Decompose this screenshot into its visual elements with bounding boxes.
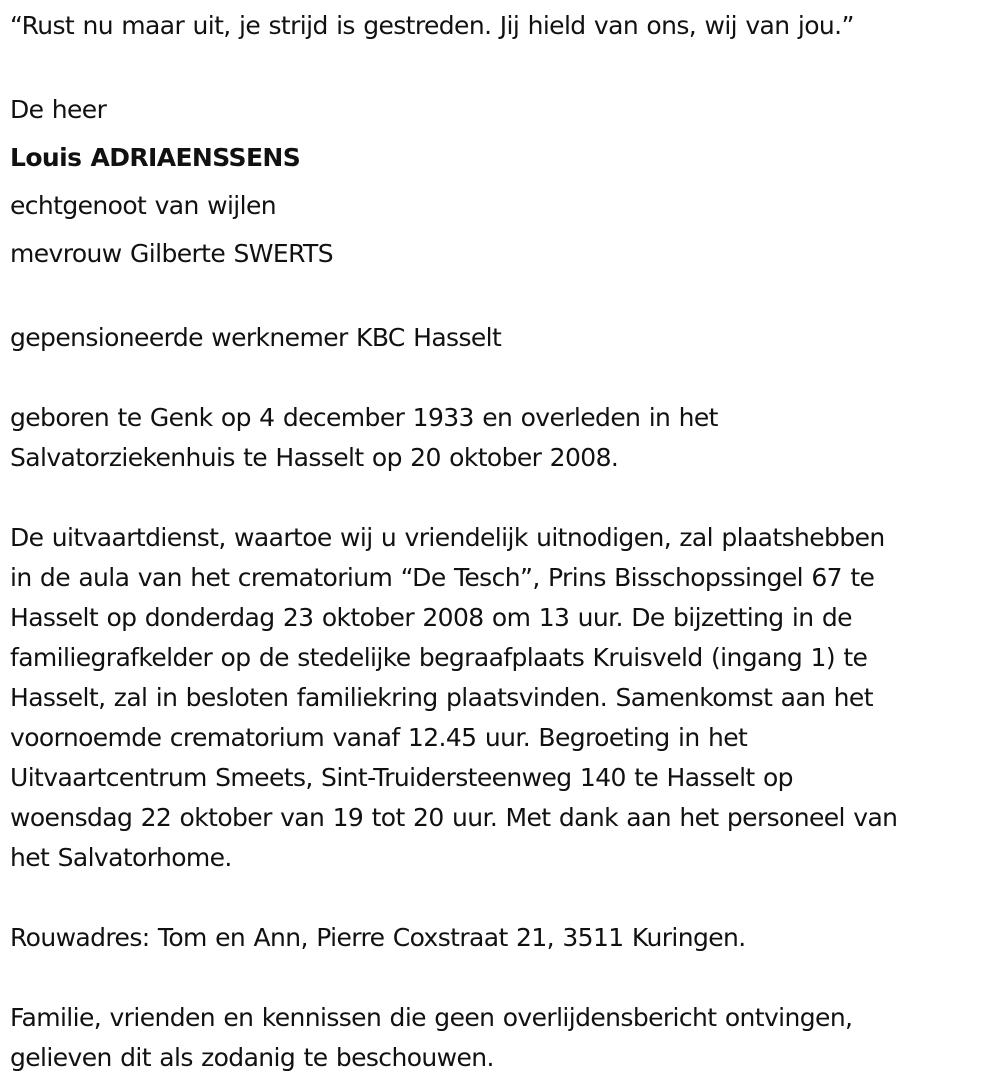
spouse-name: mevrouw Gilberte SWERTS — [10, 239, 333, 268]
service-line: woensdag 22 oktober van 19 tot 20 uur. Met dank aan het personeel van — [10, 803, 898, 832]
occupation-text: gepensioneerde werknemer KBC Hasselt — [10, 323, 502, 352]
memorial-quote: “Rust nu maar uit, je strijd is gestreden. Jij hield van ons, wij van jou.” — [10, 11, 854, 40]
relation-text: echtgenoot van wijlen — [10, 191, 277, 220]
service-line: De uitvaartdienst, waartoe wij u vriendelijk uitnodigen, zal plaatshebben — [10, 523, 885, 552]
service-line: Hasselt, zal in besloten familiekring plaatsvinden. Samenkomst aan het — [10, 683, 873, 712]
service-line: Hasselt op donderdag 23 oktober 2008 om 13 uur. De bijzetting in de — [10, 603, 852, 632]
mourning-address: Rouwadres: Tom en Ann, Pierre Coxstraat 21, 3511 Kuringen. — [10, 923, 746, 952]
service-line: in de aula van het crematorium “De Tesch”, Prins Bisschopssingel 67 te — [10, 563, 875, 592]
honorific: De heer — [10, 95, 107, 124]
birth-death-line: geboren te Genk op 4 december 1933 en overleden in het — [10, 403, 718, 432]
closing-line: gelieven dit als zodanig te beschouwen. — [10, 1043, 494, 1072]
service-paragraph — [10, 518, 995, 878]
closing-paragraph — [10, 998, 995, 1078]
birth-death-paragraph — [10, 398, 995, 478]
birth-death-line: Salvatorziekenhuis te Hasselt op 20 oktober 2008. — [10, 443, 619, 472]
obituary-document — [10, 0, 995, 1078]
closing-line: Familie, vrienden en kennissen die geen overlijdensbericht ontvingen, — [10, 1003, 853, 1032]
service-line: familiegrafkelder op de stedelijke begraafplaats Kruisveld (ingang 1) te — [10, 643, 868, 672]
service-line: het Salvatorhome. — [10, 843, 232, 872]
service-line: Uitvaartcentrum Smeets, Sint-Truidersteenweg 140 te Hasselt op — [10, 763, 793, 792]
service-line: voornoemde crematorium vanaf 12.45 uur. Begroeting in het — [10, 723, 748, 752]
deceased-name: Louis ADRIAENSSENS — [10, 143, 301, 172]
deceased-block — [10, 86, 995, 278]
